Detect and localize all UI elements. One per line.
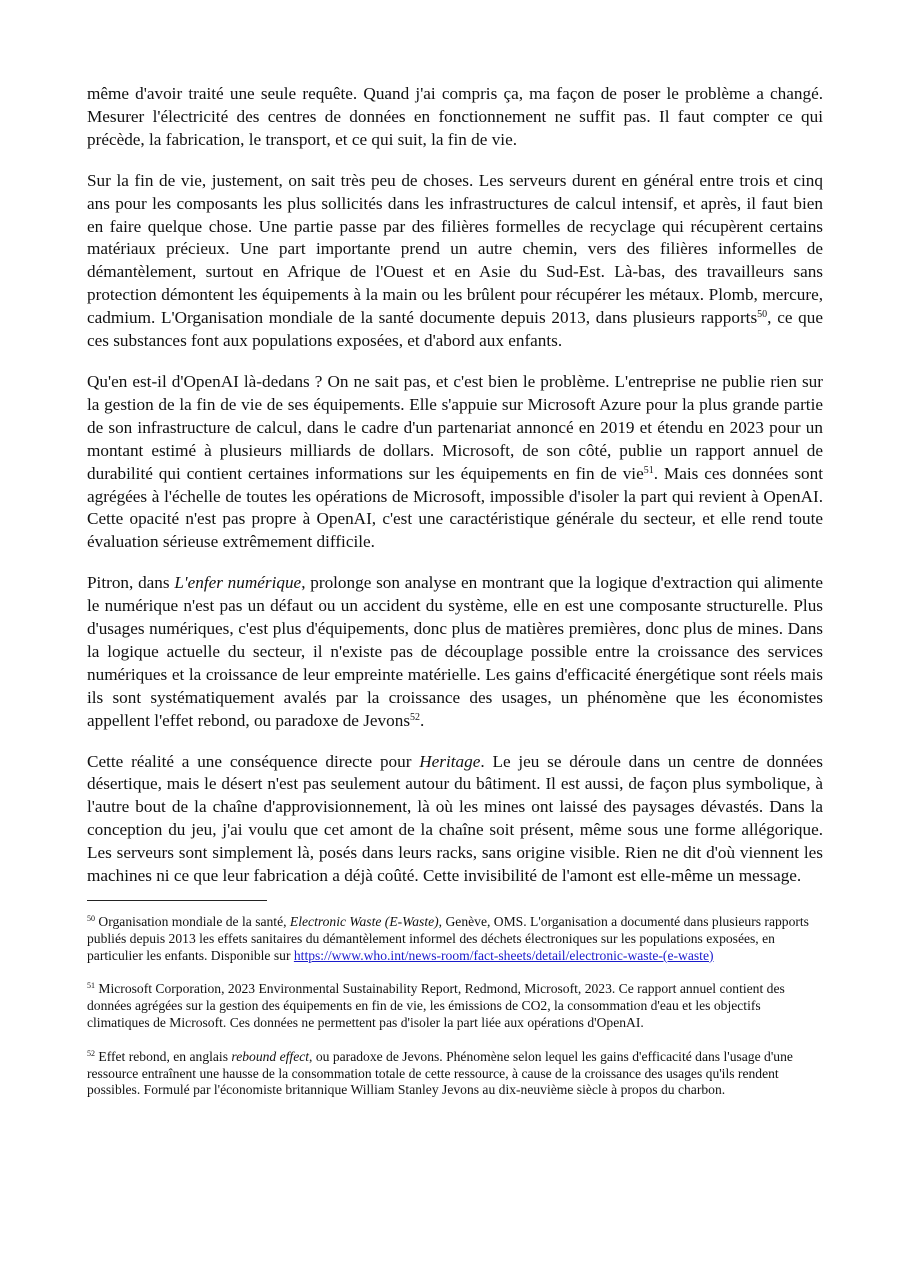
text-run: , ce que ces substances font aux populations exposées, et d'abord aux enfants.	[87, 308, 823, 351]
footnote-reference: 52	[87, 1048, 95, 1058]
italic-title: rebound effect	[231, 1048, 310, 1064]
footnote-reference: 51	[643, 464, 654, 476]
text-run: , prolonge son analyse en montrant que la logique d'extraction qui alimente le numérique n'est pas un défaut ou un accident du système, elle en est une composante structurelle. Plus d'usages numériques, c'est plus d'équipements, donc plus de matières premières, donc plus de mines. Dans la logique actuelle du secteur, il n'existe pas de découplage possible entre la croissance des services numériques et la croissance de leur empreinte matérielle. Les gains d'efficacité énergétique sont réels mais ils sont systématiquement avalés par la croissance des usages, un phénomène que les économistes appellent l'effet rebond, ou paradoxe de Jevons	[87, 573, 823, 730]
footnote-reference: 50	[757, 309, 768, 321]
body-text	[87, 83, 823, 888]
italic-title: Heritage	[419, 751, 481, 771]
footnote	[87, 914, 823, 964]
text-run: Pitron, dans	[87, 573, 175, 593]
italic-title: L'enfer numérique	[174, 573, 302, 593]
text-run: . Le jeu se déroule dans un centre de données désertique, mais le désert n'est pas seulement autour du bâtiment. Il est aussi, de façon plus symbolique, à l'autre bout de la chaîne d'approvisionnement, là où les mines ont laissé des paysages dévastés. Dans la conception du jeu, j'ai voulu que cet amont de la chaîne soit présent, même sous une forme allégorique. Les serveurs sont simplement là, posés dans leurs racks, sans origine visible. Rien ne dit d'où viennent les machines ni ce que leur fabrication a déjà coûté. Cette invisibilité de l'amont est elle-même un message.	[87, 751, 823, 886]
footnote-separator	[87, 900, 267, 901]
footnote-reference: 52	[410, 711, 421, 723]
footnote-reference: 51	[87, 981, 95, 991]
text-run: Effet rebond, en anglais	[95, 1048, 232, 1064]
text-run: , ou paradoxe de Jevons. Phénomène selon lequel les gains d'efficacité dans l'usage d'une ressource entraînent une hausse de la consommation totale de cette ressource, à cause de la croissance des usages qu'ils rendent possibles. Formulé par l'économiste britannique William Stanley Jevons au dix-neuvième siècle à propos du charbon.	[87, 1048, 793, 1098]
text-run: Sur la fin de vie, justement, on sait très peu de choses. Les serveurs durent en général entre trois et cinq ans pour les composants les plus sollicités dans les infrastructures de calcul intensif, et après, il faut bien en faire quelque chose. Une partie passe par des filières formelles de recyclage qui récupèrent certains matériaux précieux. Une part importante prend un autre chemin, vers des filières informelles de démantèlement, surtout en Afrique de l'Ouest et en Asie du Sud-Est. Là-bas, des travailleurs sans protection démontent les équipements à la main ou les brûlent pour récupérer les métaux. Plomb, mercure, cadmium. L'Organisation mondiale de la santé documente depuis 2013, dans plusieurs rapports	[87, 170, 823, 328]
text-run: .	[420, 710, 425, 730]
footnotes	[87, 914, 823, 1099]
text-run: Cette réalité a une conséquence directe pour	[87, 751, 420, 771]
text-run: Microsoft Corporation, 2023 Environmental Sustainability Report, Redmond, Microsoft, 2023. Ce rapport annuel contient des données agrégées sur la gestion des équipements en fin de vie, les émissions de CO2, la consommation d'eau et les objectifs climatiques de Microsoft. Ces données ne permettent pas d'isoler la part liée aux opérations d'OpenAI.	[87, 981, 785, 1030]
body-paragraph	[87, 83, 823, 152]
footnote	[87, 981, 823, 1031]
footnote-reference: 50	[87, 914, 95, 923]
body-paragraph	[87, 371, 823, 554]
body-paragraph	[87, 751, 823, 888]
body-paragraph	[87, 170, 823, 353]
italic-title: Electronic Waste (E-Waste)	[289, 914, 439, 929]
text-run: même d'avoir traité une seule requête. Quand j'ai compris ça, ma façon de poser le problème a changé. Mesurer l'électricité des centres de données en fonctionnement ne suffit pas. Il faut compter ce qui précède, la fabrication, le transport, et ce qui suit, la fin de vie.	[87, 84, 823, 149]
document-page	[87, 83, 823, 1116]
text-run: . Mais ces données sont agrégées à l'échelle de toutes les opérations de Microsoft, impossible d'isoler la part qui revient à OpenAI. Cette opacité n'est pas propre à OpenAI, c'est une caractéristique générale du secteur, et elle rend toute évaluation sérieuse extrêmement difficile.	[87, 463, 823, 552]
text-run: Organisation mondiale de la santé,	[95, 914, 290, 929]
text-run: , Genève, OMS. L'organisation a documenté dans plusieurs rapports publiés depuis 2013 les effets sanitaires du démantèlement informel des déchets électroniques sur les populations exposées, en particulier les enfants. Disponible sur	[87, 914, 809, 963]
source-link[interactable]: https://www.who.int/news-room/fact-sheets/detail/electronic-waste-(e-waste)	[293, 947, 714, 963]
footnote	[87, 1049, 823, 1099]
body-paragraph	[87, 572, 823, 732]
text-run: Qu'en est-il d'OpenAI là-dedans ? On ne sait pas, et c'est bien le problème. L'entreprise ne publie rien sur la gestion de la fin de vie de ses équipements. Elle s'appuie sur Microsoft Azure pour la plus grande partie de son infrastructure de calcul, dans le cadre d'un partenariat annoncé en 2019 et étendu en 2023 pour un montant estimé à plusieurs milliards de dollars. Microsoft, de son côté, publie un rapport annuel de durabilité qui contient certaines informations sur les équipements en fin de vie	[87, 371, 823, 483]
